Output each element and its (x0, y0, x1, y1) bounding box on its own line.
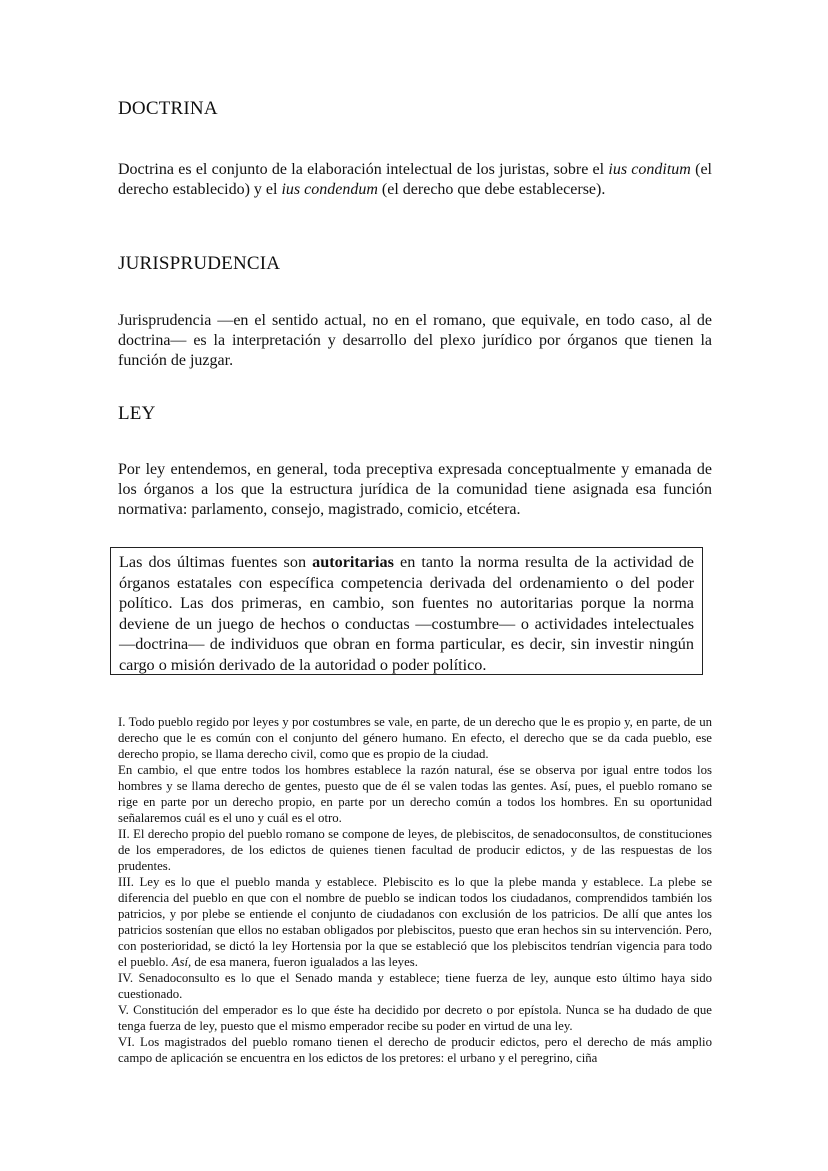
paragraph-ley: Por ley entendemos, en general, toda preceptiva expresada conceptualmente y emanada de los órganos a los que la estructura jurídica de la comunidad tiene asignada esa función normativa: parlamento, consejo, magistrado, comicio, etcétera. (118, 461, 712, 518)
boxed-note (110, 547, 703, 675)
footnotes (118, 714, 712, 1066)
note-4 (118, 874, 712, 970)
heading-doctrina: DOCTRINA (118, 98, 218, 119)
note-6: V. Constitución del emperador es lo que éste ha decidido por decreto o por epístola. Nunca se ha dudado de que tenga fuerza de ley, puesto que el mismo emperador recibe su poder en virtud de una ley. (118, 1003, 712, 1033)
boxed-note-text (119, 552, 694, 676)
note-1: I. Todo pueblo regido por leyes y por costumbres se vale, en parte, de un derecho que le es propio y, en parte, de un derecho que le es común con el conjunto del género humano. En efecto, el derecho que se da cada pueblo, ese derecho propio, se llama derecho civil, como que es propio de la ciudad. (118, 715, 712, 761)
note-4-a: III. Ley es lo que el pueblo manda y establece. Plebiscito es lo que la plebe manda y establece. La plebe se diferencia del pueblo en que con el nombre de pueblo se indican todos los ciudadanos, comprendidos también los patricios, y por plebe se entiende el conjunto de ciudadanos con exclusión de los patricios. De allí que antes los patricios sostenían que ellos no estaban obligados por plebiscitos, puesto que eran hechos sin su intervención. Pero, con posterioridad, se dictó la ley Hortensia por la que se estableció que los plebiscitos tendrían vigencia para todo el pueblo. (118, 875, 712, 969)
note-4-b: de esa manera, fueron igualados a las leyes. (191, 955, 418, 969)
doctrina-italic-1: ius conditum (608, 161, 691, 178)
paragraph-doctrina (118, 160, 712, 200)
doctrina-italic-2: ius condendum (281, 181, 378, 198)
note-2: En cambio, el que entre todos los hombres establece la razón natural, ése se observa por igual entre todos los hombres y se llama derecho de gentes, puesto que de él se valen todas las gentes. Así, pues, el pueblo romano se rige en parte por un derecho propio, en parte por un derecho común a todos los hombres. En su oportunidad señalaremos cuál es el uno y cuál es el otro. (118, 763, 712, 825)
note-5: IV. Senadoconsulto es lo que el Senado manda y establece; tiene fuerza de ley, aunque esto último haya sido cuestionado. (118, 971, 712, 1001)
doctrina-text-3: (el derecho que debe establecerse). (377, 181, 606, 198)
boxed-note-text-1: Las dos últimas fuentes son (119, 553, 313, 571)
boxed-note-text-2: en tanto la norma resulta de la actividad de órganos estatales con específica competencia derivada del ordenamiento o del poder político. Las dos primeras, en cambio, son fuentes no autoritarias porque la norma deviene de un juego de hechos o conductas —costumbre— o actividades intelectuales —doctrina— de individuos que obran en forma particular, es decir, sin investir ningún cargo o misión derivado de la autoridad o poder político. (119, 553, 694, 674)
heading-ley: LEY (118, 403, 156, 424)
doctrina-text-1: Doctrina es el conjunto de la elaboración intelectual de los juristas, sobre el (118, 161, 609, 178)
doctrina-text-2: (el derecho establecido) y el (118, 161, 712, 198)
boxed-note-bold: autoritarias (312, 553, 394, 571)
note-4-italic: Así, (171, 955, 192, 969)
note-3: II. El derecho propio del pueblo romano se compone de leyes, de plebiscitos, de senadoconsultos, de constituciones de los emperadores, de los edictos de quienes tienen facultad de producir edictos, y de las respuestas de los prudentes. (118, 827, 712, 873)
heading-jurisprudencia: JURISPRUDENCIA (118, 253, 281, 274)
paragraph-jurisprudencia: Jurisprudencia —en el sentido actual, no en el romano, que equivale, en todo caso, al de doctrina— es la interpretación y desarrollo del plexo jurídico por órganos que tienen la función de juzgar. (118, 312, 712, 369)
note-7: VI. Los magistrados del pueblo romano tienen el derecho de producir edictos, pero el derecho de más amplio campo de aplicación se encuentra en los edictos de los pretores: el urbano y el peregrino, ciña (118, 1035, 712, 1065)
